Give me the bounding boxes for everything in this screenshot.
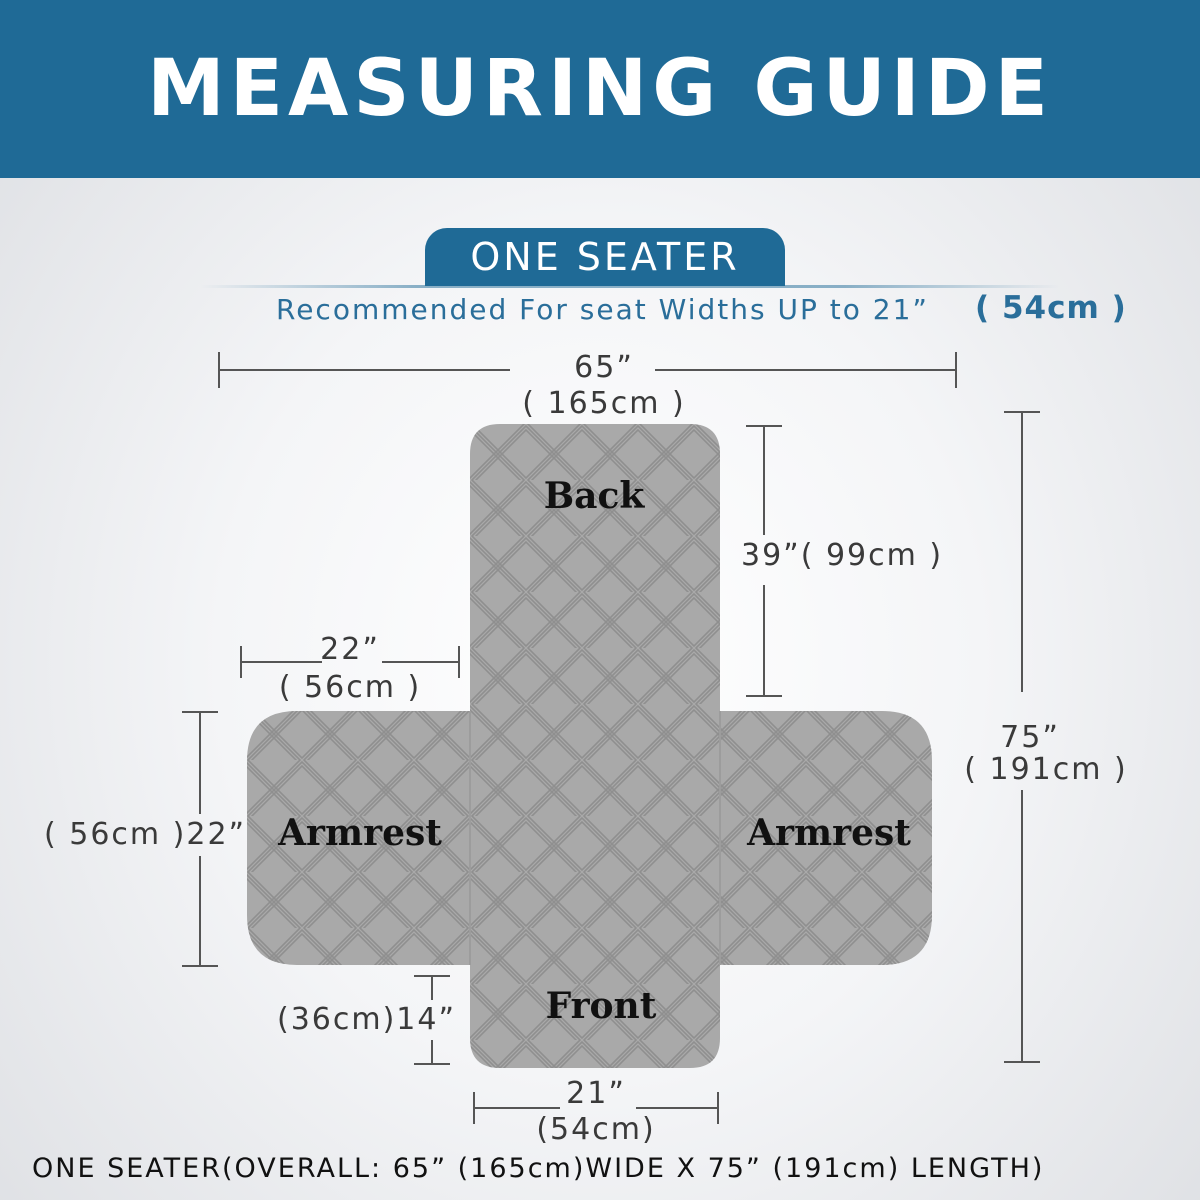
back-length-label: 39”( 99cm ) bbox=[741, 538, 944, 573]
left-armrest-label: Armrest bbox=[278, 812, 442, 854]
quilt-pattern bbox=[247, 424, 932, 1068]
seater-tab-label: ONE SEATER bbox=[470, 235, 740, 279]
overall-length-inches: 75” bbox=[1000, 720, 1060, 755]
arm-width-inches: 22” bbox=[320, 632, 380, 667]
recommendation-text: Recommended For seat Widths UP to 21” bbox=[276, 293, 929, 326]
recommendation-cm: ( 54cm ) bbox=[975, 290, 1127, 326]
seat-width-inches: 21” bbox=[566, 1076, 626, 1111]
seat-width-cm: (54cm) bbox=[536, 1112, 656, 1147]
page-title: MEASURING GUIDE bbox=[147, 44, 1053, 134]
back-label: Back bbox=[543, 475, 645, 517]
footer-summary: ONE SEATER(OVERALL: 65” (165cm)WIDE X 75” (191cm) LENGTH) bbox=[32, 1153, 1045, 1184]
arm-length-label: ( 56cm )22” bbox=[44, 817, 247, 852]
overall-width-cm: ( 165cm ) bbox=[522, 386, 686, 421]
front-length-label: (36cm)14” bbox=[277, 1002, 457, 1037]
arm-width-cm: ( 56cm ) bbox=[278, 670, 422, 705]
right-armrest-label: Armrest bbox=[747, 812, 911, 854]
overall-length-cm: ( 191cm ) bbox=[964, 752, 1128, 787]
front-label: Front bbox=[545, 985, 657, 1027]
overall-width-inches: 65” bbox=[574, 350, 634, 385]
cover-shape bbox=[247, 424, 932, 1068]
